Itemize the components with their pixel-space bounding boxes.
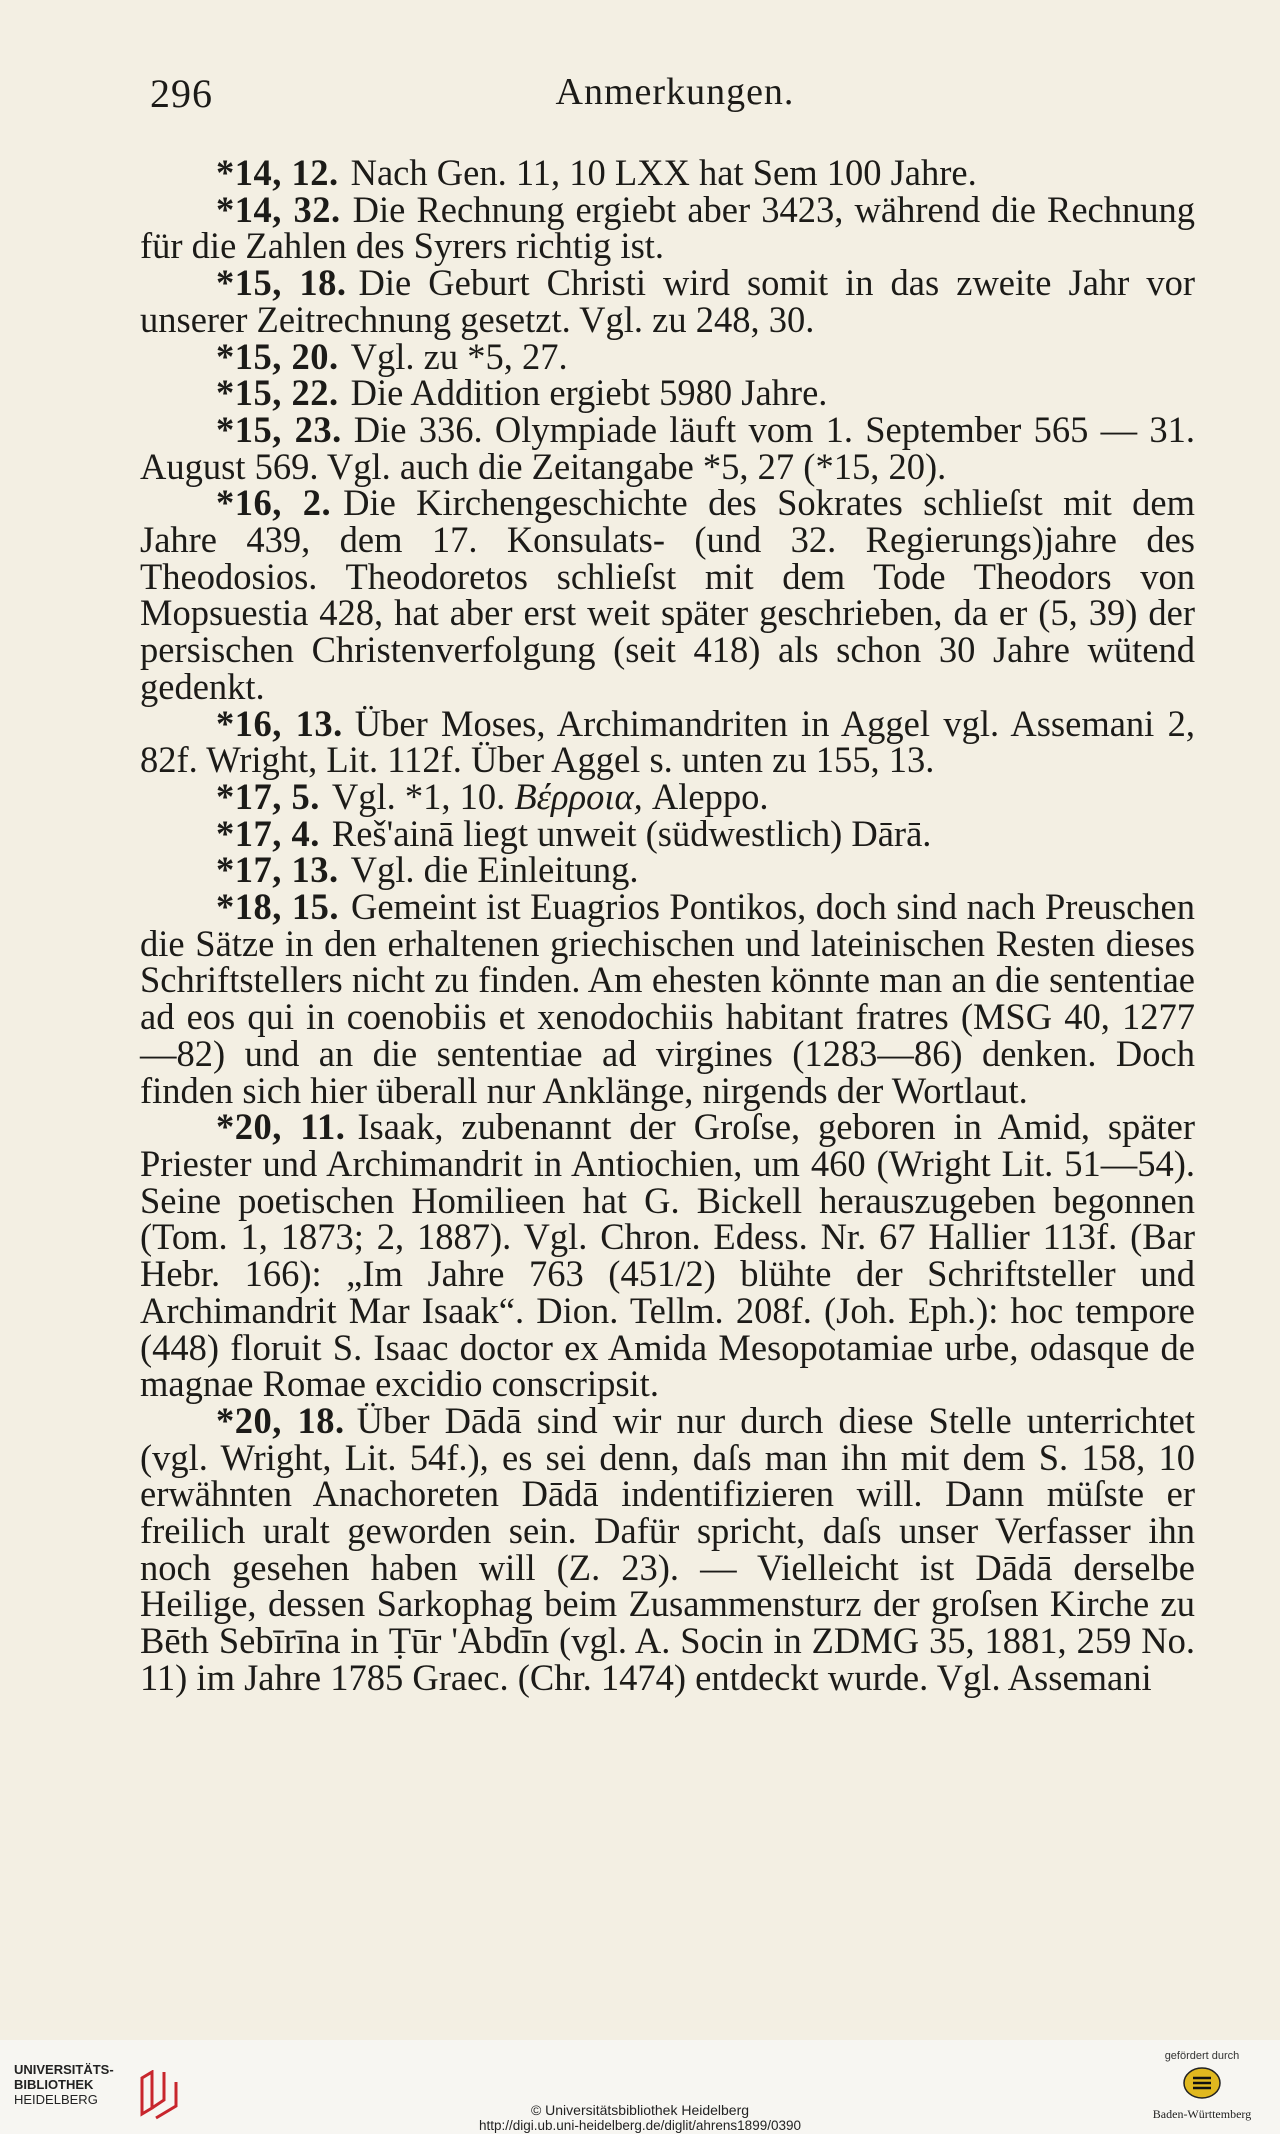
note-text: Vgl. zu *5, 27.: [350, 335, 568, 377]
note-text: Über Moses, Archimandriten in Aggel vgl. Assemani 2, 82f. Wright, Lit. 112f. Über Aggel s. unten zu 155, 13.: [140, 702, 1195, 781]
footer-bar: [0, 2040, 1280, 2134]
coat-of-arms-icon: [1182, 2066, 1222, 2100]
note-17-13: [140, 849, 1195, 891]
copyright-notice: © Universitätsbibliothek Heidelberg: [530, 2102, 750, 2118]
note-14-32: [140, 188, 1196, 267]
note-ref: *14, 32.: [216, 188, 341, 230]
notes-body: [140, 152, 1196, 1698]
note-text: Aleppo.: [651, 775, 769, 817]
note-text: Über Dādā sind wir nur durch diese Stelle unterrichtet (vgl. Wright, Lit. 54f.), es sei denn, daſs man ihn mit dem S. 158, 10 erwähnten Anachoreten Dādā indentifizieren will. Dann müſste er freilich uralt geworden sein. Dafür spricht, daſs unser Verfasser ihn noch gesehen haben will (Z. 23). — Vielleicht ist Dādā derselbe Heilige, dessen Sarkophag beim Zusammensturz der groſsen Kirche zu Bēth Sebīrīna in Ṭūr 'Abdīn (vgl. A. Socin in ZDMG 35, 1881, 259 No. 11) im Jahre 1785 Graec. (Chr. 1474) entdeckt wurde. Vgl. Assemani: [140, 1399, 1196, 1698]
note-text: Vgl. *1, 10.: [331, 775, 506, 817]
note-16-13: [140, 702, 1195, 781]
note-15-23: [140, 408, 1196, 487]
note-ref: *15, 23.: [216, 408, 342, 450]
note-15-20: [140, 335, 1195, 377]
note-text: Reš'ainā liegt unweit (südwestlich) Dārā.: [331, 812, 932, 854]
note-ref: *15, 22.: [216, 372, 339, 414]
note-ref: *20, 11.: [216, 1106, 346, 1148]
note-15-18: [140, 262, 1196, 340]
note-text: Isaak, zubenannt der Groſse, geboren in Amid, später Priester und Archimandrit in Antiochien, um 460 (Wright Lit. 51—54). Seine poetischen Homilieen hat G. Bickell herauszugeben begonnen (Tom. 1, 1873; 2, 1887). Vgl. Chron. Edess. Nr. 67 Hallier 113f. (Bar Hebr. 166): „Im Jahre 763 (451/2) blühte der Schriftsteller und Archimandrit Mar Isaak“. Dion. Tellm. 208f. (Joh. Eph.): hoc tempore (448) floruit S. Isaac doctor ex Amida Mesopotamiae urbe, odasque de magnae Romae excidio conscripsit.: [140, 1106, 1195, 1405]
note-ref: *15, 20.: [216, 335, 339, 377]
note-text: Die Rechnung ergiebt aber 3423, während die Rechnung für die Zahlen des Syrers richtig ist.: [140, 188, 1196, 267]
note-18-15: [140, 886, 1195, 1111]
note-ref: *14, 12.: [216, 152, 339, 193]
library-name: [14, 2062, 114, 2107]
note-ref: *17, 4.: [216, 812, 320, 854]
note-ref: *17, 13.: [216, 849, 339, 891]
note-text: Vgl. die Einleitung.: [350, 849, 639, 891]
note-text: Gemeint ist Euagrios Pontikos, doch sind nach Preuschen die Sätze in den erhaltenen griechischen und lateinischen Resten dieses Schriftstellers nicht zu finden. Am ehesten könnte man an die sententiae ad eos qui in coenobiis et xenodochiis habitant fratres (MSG 40, 1277—82) und an die sententiae ad virgines (1283—86) denken. Doch finden sich hier überall nur Anklänge, nirgends der Wortlaut.: [140, 886, 1195, 1111]
note-16-2: [140, 482, 1195, 707]
note-text: Die 336. Olympiade läuft vom 1. September 565 — 31. August 569. Vgl. auch die Zeitangabe *5, 27 (*15, 20).: [140, 408, 1196, 487]
note-text: Die Geburt Christi wird somit in das zweite Jahr vor unserer Zeitrechnung gesetzt. Vgl. zu 248, 30.: [140, 262, 1196, 340]
note-ref: *16, 13.: [216, 702, 343, 744]
note-text: Nach Gen. 11, 10 LXX hat Sem 100 Jahre.: [350, 152, 977, 193]
library-line-3: HEIDELBERG: [14, 2092, 98, 2107]
library-line-2: BIBLIOTHEK: [14, 2077, 94, 2092]
note-ref: *15, 18.: [216, 262, 347, 304]
note-14-12: [140, 152, 1195, 193]
library-line-1: UNIVERSITÄTS-: [14, 2062, 114, 2077]
note-15-22: [140, 372, 1195, 414]
sponsor-label: gefördert durch: [1164, 2050, 1240, 2062]
note-text: Die Kirchengeschichte des Sokrates schlieſst mit dem Jahre 439, dem 17. Konsulats- (und 32. Regierungs)jahre des Theodosios. Theodoretos schlieſst mit dem Tode Theodors von Mopsuestia 428, hat aber erst weit später geschrieben, da er (5, 39) der persischen Christenverfolgung (seit 418) als schon 30 Jahre wütend gedenkt.: [140, 482, 1195, 707]
sponsor-block: [1142, 2050, 1262, 2130]
permalink-url[interactable]: http://digi.ub.uni-heidelberg.de/diglit/ahrens1899/0390: [479, 2118, 801, 2133]
note-20-11: [140, 1106, 1195, 1405]
sponsor-name: Baden-Württemberg: [1152, 2107, 1252, 2121]
note-ref: *18, 15.: [216, 886, 339, 928]
note-ref: *16, 2.: [216, 482, 332, 524]
note-17-5: [140, 775, 1195, 817]
note-17-4: [140, 812, 1195, 854]
page-number: 296: [150, 71, 213, 116]
greek-word: Βέρροια,: [514, 775, 643, 817]
note-20-18: [140, 1399, 1196, 1698]
note-text: Die Addition ergiebt 5980 Jahre.: [350, 372, 828, 414]
note-ref: *17, 5.: [216, 775, 320, 817]
running-title: Anmerkungen.: [555, 71, 795, 113]
note-ref: *20, 18.: [216, 1399, 345, 1441]
page-header: [150, 70, 1200, 130]
